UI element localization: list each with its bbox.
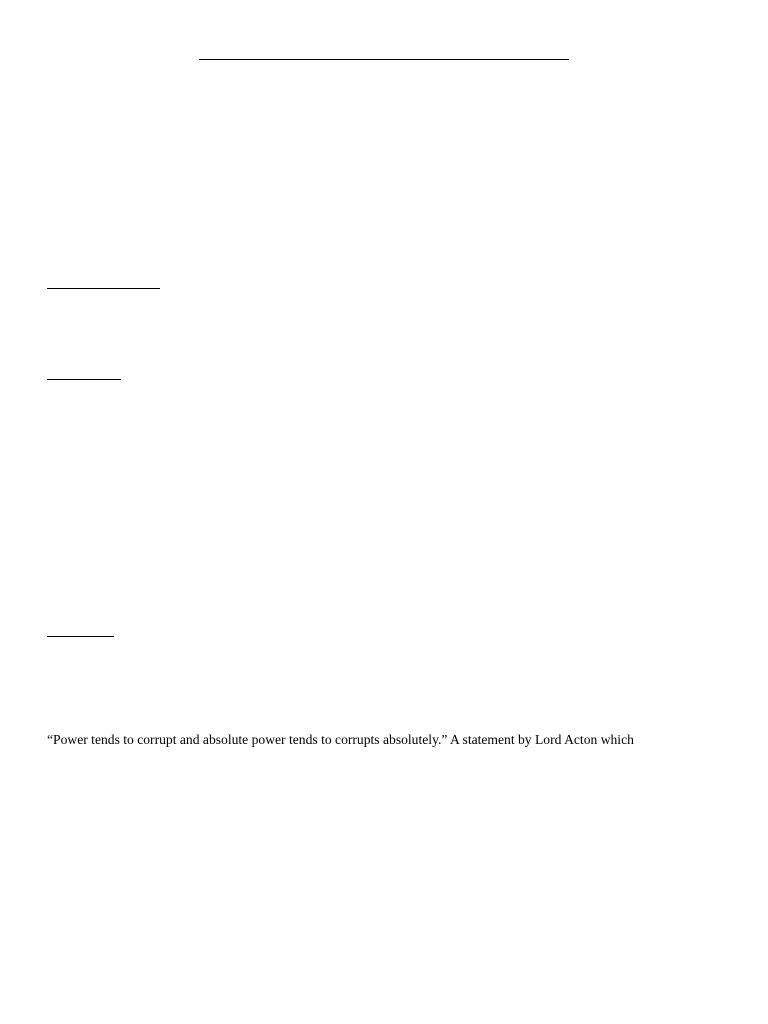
section-heading-underline [47, 636, 114, 637]
title-underline [199, 59, 569, 60]
body-paragraph-line: “Power tends to corrupt and absolute power tends to corrupts absolutely.” A statement by Lord Acton which [47, 732, 634, 747]
section-heading-underline [47, 288, 160, 289]
section-heading-underline [47, 379, 121, 380]
